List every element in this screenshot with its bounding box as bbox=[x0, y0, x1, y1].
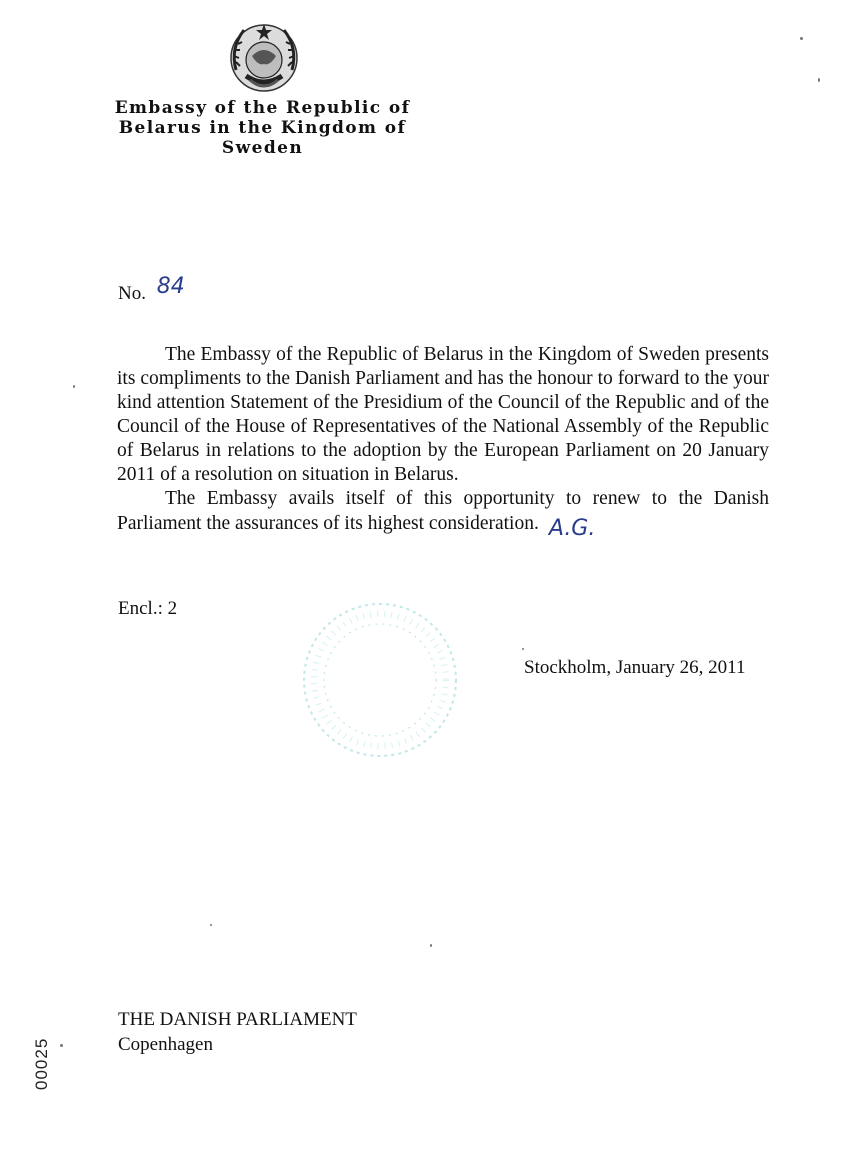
scan-speck bbox=[818, 78, 820, 82]
scan-speck bbox=[800, 37, 803, 40]
letterhead-line: Embassy of the Republic of bbox=[114, 98, 411, 118]
embassy-letterhead bbox=[100, 98, 425, 158]
closing-text: The Embassy avails itself of this opportunity to renew to the Danish Parliament the assurances of its highest consideration. bbox=[117, 488, 769, 534]
note-body bbox=[117, 343, 769, 541]
note-number-handwritten: 84 bbox=[156, 274, 185, 299]
scan-speck bbox=[60, 1044, 63, 1047]
addressee-name: THE DANISH PARLIAMENT bbox=[118, 1009, 357, 1030]
scan-speck bbox=[522, 648, 524, 650]
addressee-block bbox=[118, 1007, 357, 1057]
place-and-date: Stockholm, January 26, 2011 bbox=[524, 657, 746, 678]
belarus-coat-of-arms-icon bbox=[226, 18, 302, 94]
body-paragraph-closing bbox=[117, 487, 769, 541]
page-number: 00025 bbox=[32, 1037, 51, 1090]
note-number-label: No. bbox=[118, 283, 146, 304]
handwritten-initials: A.G. bbox=[548, 516, 596, 541]
scan-speck bbox=[73, 385, 75, 388]
letterhead-line: Belarus in the Kingdom of bbox=[118, 118, 407, 138]
body-paragraph: The Embassy of the Republic of Belarus in the Kingdom of Sweden presents its compliments to the Danish Parliament and has the honour to forward to the your kind attention Statement of the Presidium of the Council of the Republic and of the Council of the House of Representatives of the National Assembly of the Republic of Belarus in relations to the adoption by the European Parliament on 20 January 2011 of a resolution on situation in Belarus. bbox=[117, 344, 769, 485]
scan-speck bbox=[210, 924, 212, 926]
letterhead-line: Sweden bbox=[221, 138, 304, 158]
note-number bbox=[118, 274, 185, 305]
addressee-city: Copenhagen bbox=[118, 1034, 213, 1055]
official-stamp-icon bbox=[300, 600, 460, 760]
scan-speck bbox=[430, 944, 432, 947]
enclosure-note: Encl.: 2 bbox=[118, 598, 178, 619]
